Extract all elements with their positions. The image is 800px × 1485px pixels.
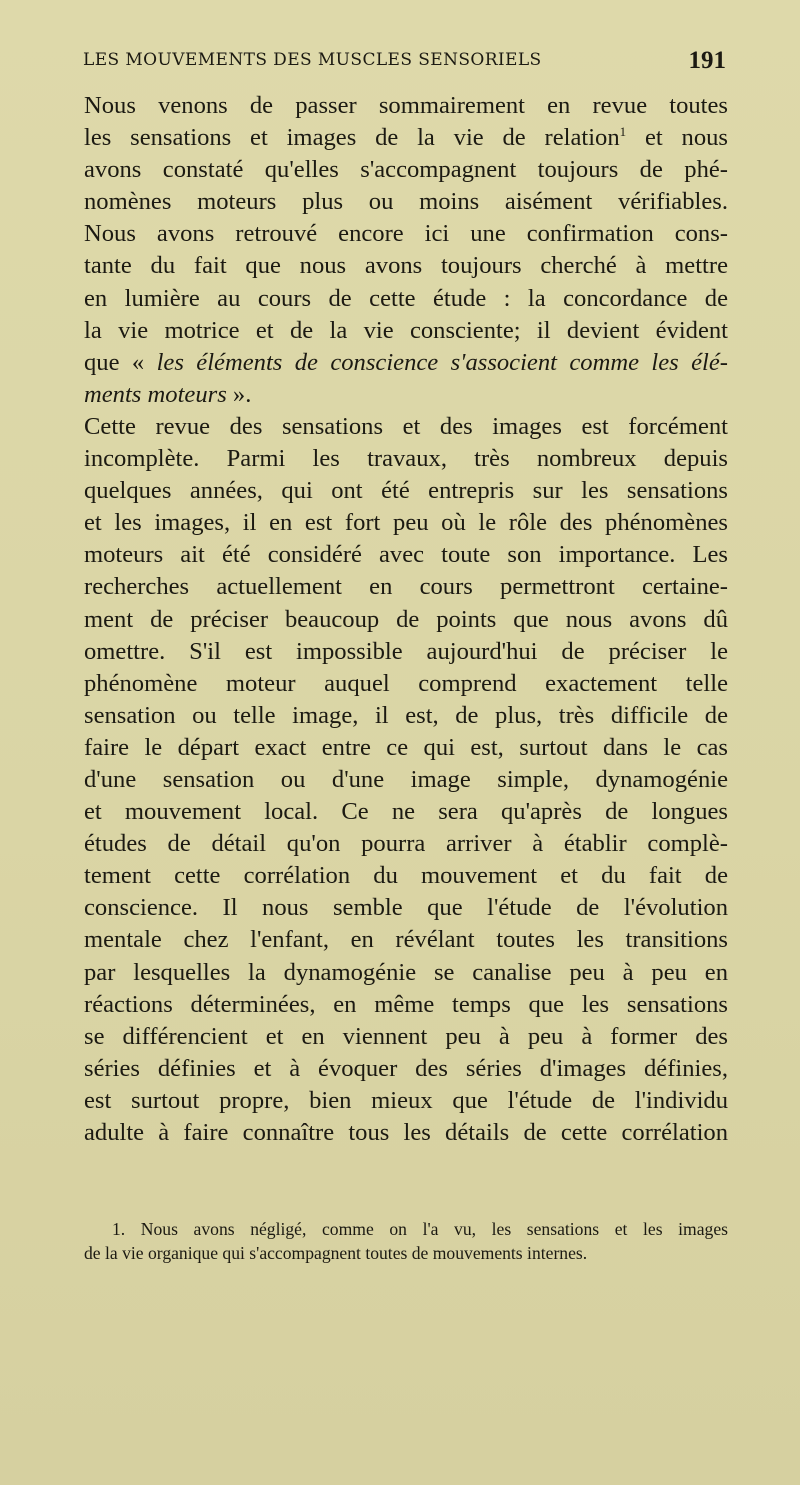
footnote-line: 1. Nous avons négligé, comme on l'a vu, les sensations et les images — [112, 1219, 728, 1239]
paragraph-start-line: Cette revue des sensations et des images est forcément — [84, 412, 728, 440]
text-line: avons constaté qu'elles s'accompagnent toujours de phé- — [84, 156, 728, 184]
text-line: nomènes moteurs plus ou moins aisément vérifiables. — [84, 188, 728, 216]
text-line: ments moteurs ». — [84, 380, 252, 408]
text-line: par lesquelles la dynamogénie se canalise peu à peu en — [84, 958, 728, 986]
text-line: est surtout propre, bien mieux que l'étude de l'individu — [84, 1086, 728, 1114]
text-line: omettre. S'il est impossible aujourd'hui de préciser le — [84, 637, 728, 665]
text-line: quelques années, qui ont été entrepris sur les sensations — [84, 477, 728, 505]
text-line: la vie motrice et de la vie consciente; il devient évident — [84, 316, 728, 344]
text-line: faire le départ exact entre ce qui est, surtout dans le cas — [84, 733, 728, 761]
text-line: que « les éléments de conscience s'associent comme les élé- — [84, 348, 728, 376]
text-line: mentale chez l'enfant, en révélant toutes les transitions — [84, 926, 728, 954]
text-line: recherches actuellement en cours permettront certaine- — [84, 573, 728, 601]
text-line: réactions déterminées, en même temps que les sensations — [84, 990, 728, 1018]
italic-quote: les éléments de conscience s'associent comme les élé- — [156, 348, 728, 376]
text-line: et mouvement local. Ce ne sera qu'après de longues — [84, 798, 728, 826]
text-line: phénomène moteur auquel comprend exactement telle — [84, 669, 728, 697]
footnote-mark: 1 — [619, 123, 627, 139]
text-line: Nous avons retrouvé encore ici une confirmation cons- — [84, 220, 728, 248]
text-line: Nous venons de passer sommairement en revue toutes — [84, 92, 728, 119]
footnote-line: de la vie organique qui s'accompagnent toutes de mouvements internes. — [84, 1243, 588, 1263]
body-text — [84, 90, 728, 1149]
footnote — [84, 1217, 728, 1265]
text-line: incomplète. Parmi les travaux, très nombreux depuis — [84, 445, 728, 473]
text-line: d'une sensation ou d'une image simple, dynamogénie — [84, 765, 728, 793]
text-line: moteurs ait été considéré avec toute son importance. Les — [84, 541, 728, 569]
text-line: tement cette corrélation du mouvement et du fait de — [84, 862, 728, 890]
text-line: études de détail qu'on pourra arriver à établir complè- — [84, 830, 728, 858]
text-line: et les images, il en est fort peu où le rôle des phénomènes — [84, 509, 728, 537]
text-line: conscience. Il nous semble que l'étude de l'évolution — [84, 894, 728, 922]
text-line: tante du fait que nous avons toujours cherché à mettre — [84, 252, 728, 280]
running-head: LES MOUVEMENTS DES MUSCLES SENSORIELS — [83, 50, 542, 70]
page-number: 191 — [688, 47, 726, 74]
text-line: séries définies et à évoquer des séries d'images définies, — [84, 1054, 728, 1082]
text-line: sensation ou telle image, il est, de plus, très difficile de — [84, 701, 728, 729]
text-line: ment de préciser beaucoup de points que nous avons dû — [84, 605, 728, 633]
text-line: adulte à faire connaître tous les détails de cette corrélation — [84, 1119, 728, 1146]
text-line: les sensations et images de la vie de relation$^1$ et nous — [84, 123, 728, 152]
page-header — [83, 47, 726, 78]
text-line: se différencient et en viennent peu à peu à former des — [84, 1022, 728, 1050]
text-line: en lumière au cours de cette étude : la concordance de — [84, 284, 728, 312]
